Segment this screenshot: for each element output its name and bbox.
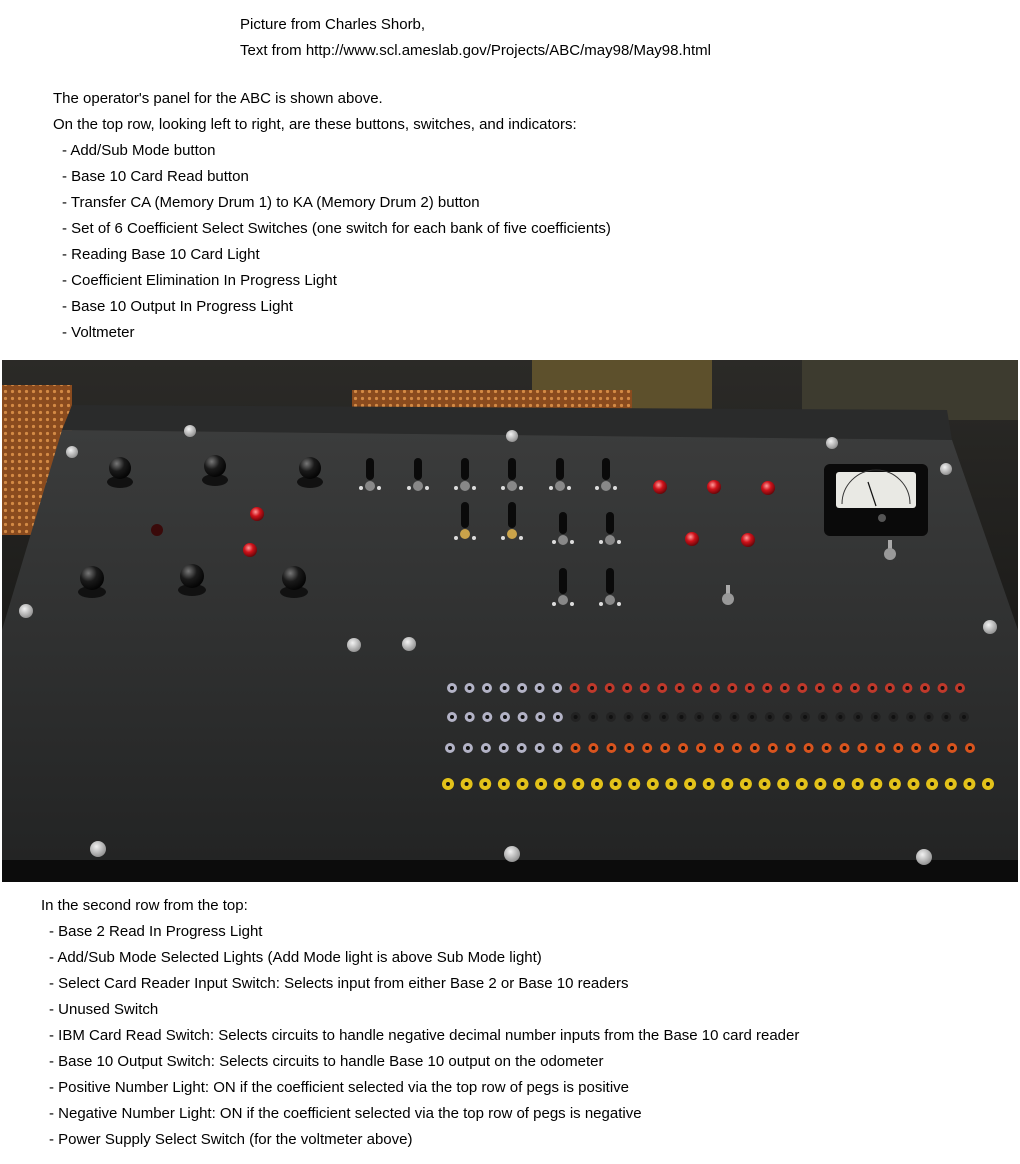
peg-hole (609, 746, 613, 750)
peg-hole (483, 782, 487, 786)
operator-panel-photo (2, 360, 1018, 882)
peg-hole (838, 715, 842, 719)
peg-hole (591, 746, 595, 750)
peg-hole (803, 715, 807, 719)
top-row-lead: On the top row, looking left to right, are these buttons, switches, and indicators: (53, 116, 577, 133)
second-row-item: - Base 2 Read In Progress Light (49, 923, 263, 940)
top-row-item: - Base 10 Card Read button (62, 168, 249, 185)
peg-hole (923, 686, 927, 690)
peg-hole (733, 715, 737, 719)
peg-hole (614, 782, 618, 786)
peg-hole (574, 746, 578, 750)
peg-hole (707, 782, 711, 786)
peg-hole (771, 746, 775, 750)
top-row-item: - Reading Base 10 Card Light (62, 246, 260, 263)
peg-hole (856, 715, 860, 719)
peg-hole (485, 686, 489, 690)
peg-hole (912, 782, 916, 786)
peg-hole (735, 746, 739, 750)
peg-hole (783, 686, 787, 690)
peg-hole (874, 782, 878, 786)
peg-hole (609, 715, 613, 719)
peg-hole (986, 782, 990, 786)
peg-hole (502, 782, 506, 786)
peg-hole (556, 715, 560, 719)
peg-hole (744, 782, 748, 786)
peg-hole (688, 782, 692, 786)
peg-hole (725, 782, 729, 786)
peg-hole (853, 686, 857, 690)
peg-hole (574, 715, 578, 719)
peg-hole (958, 686, 962, 690)
peg-hole (765, 686, 769, 690)
peg-hole (874, 715, 878, 719)
peg-hole (800, 782, 804, 786)
peg-hole (909, 715, 913, 719)
second-row-item: - Negative Number Light: ON if the coefficient selected via the top row of pegs is negative (49, 1105, 642, 1122)
peg-hole (856, 782, 860, 786)
peg-hole (967, 782, 971, 786)
top-row-item: - Base 10 Output In Progress Light (62, 298, 293, 315)
peg-hole (835, 686, 839, 690)
peg-hole (662, 715, 666, 719)
peg-hole (608, 686, 612, 690)
peg-hole (468, 686, 472, 690)
peg-hole (699, 746, 703, 750)
peg-hole (651, 782, 655, 786)
peg-hole (590, 686, 594, 690)
voltmeter (824, 464, 928, 536)
top-row-item: - Voltmeter (62, 324, 135, 341)
peg-hole (625, 686, 629, 690)
peg-hole (837, 782, 841, 786)
text-source-credit: Text from http://www.scl.ameslab.gov/Projects/ABC/may98/May98.html (240, 42, 711, 59)
peg-hole (627, 715, 631, 719)
peg-hole (446, 782, 450, 786)
peg-hole (843, 746, 847, 750)
peg-hole (591, 715, 595, 719)
peg-hole (595, 782, 599, 786)
peg-hole (785, 715, 789, 719)
peg-hole (468, 715, 472, 719)
peg-hole (763, 782, 767, 786)
peg-hole (818, 782, 822, 786)
peg-hole (821, 715, 825, 719)
peg-hole (558, 782, 562, 786)
top-row-item: - Transfer CA (Memory Drum 1) to KA (Memory Drum 2) button (62, 194, 480, 211)
peg-hole (800, 686, 804, 690)
peg-hole (502, 746, 506, 750)
peg-hole (717, 746, 721, 750)
peg-hole (768, 715, 772, 719)
peg-hole (521, 782, 525, 786)
peg-hole (450, 715, 454, 719)
peg-hole (555, 686, 559, 690)
peg-hole (781, 782, 785, 786)
peg-hole (645, 746, 649, 750)
peg-hole (660, 686, 664, 690)
peg-hole (818, 686, 822, 690)
peg-hole (466, 746, 470, 750)
peg-hole (643, 686, 647, 690)
picture-credit: Picture from Charles Shorb, (240, 16, 426, 33)
peg-hole (878, 746, 882, 750)
peg-hole (753, 746, 757, 750)
peg-hole (730, 686, 734, 690)
peg-hole (893, 782, 897, 786)
peg-hole (465, 782, 469, 786)
peg-hole (669, 782, 673, 786)
second-row-lead: In the second row from the top: (41, 897, 248, 914)
peg-hole (888, 686, 892, 690)
peg-hole (860, 746, 864, 750)
peg-hole (949, 782, 953, 786)
second-row-item: - Select Card Reader Input Switch: Selects input from either Base 2 or Base 10 readers (49, 975, 629, 992)
peg-hole (962, 715, 966, 719)
peg-hole (556, 746, 560, 750)
peg-hole (905, 686, 909, 690)
peg-hole (450, 686, 454, 690)
top-row-item: - Coefficient Elimination In Progress Light (62, 272, 337, 289)
peg-hole (944, 715, 948, 719)
peg-hole (789, 746, 793, 750)
peg-hole (695, 686, 699, 690)
peg-hole (941, 686, 945, 690)
top-row-item: - Set of 6 Coefficient Select Switches (one switch for each bank of five coefficients) (62, 220, 611, 237)
peg-hole (807, 746, 811, 750)
peg-hole (520, 686, 524, 690)
peg-hole (697, 715, 701, 719)
peg-hole (576, 782, 580, 786)
peg-hole (520, 746, 524, 750)
peg-hole (748, 686, 752, 690)
peg-hole (930, 782, 934, 786)
peg-hole (678, 686, 682, 690)
peg-hole (825, 746, 829, 750)
peg-hole (927, 715, 931, 719)
peg-hole (896, 746, 900, 750)
peg-hole (680, 715, 684, 719)
peg-hole (932, 746, 936, 750)
peg-hole (484, 746, 488, 750)
peg-hole (870, 686, 874, 690)
second-row-item: - IBM Card Read Switch: Selects circuits to handle negative decimal number inputs from the Base 10 card reader (49, 1027, 800, 1044)
peg-hole (448, 746, 452, 750)
second-row-item: - Base 10 Output Switch: Selects circuits to handle Base 10 output on the odometer (49, 1053, 604, 1070)
peg-hole (644, 715, 648, 719)
peg-hole (485, 715, 489, 719)
second-row-item: - Add/Sub Mode Selected Lights (Add Mode light is above Sub Mode light) (49, 949, 542, 966)
operator-panel-illustration (2, 360, 1018, 882)
peg-hole (663, 746, 667, 750)
peg-hole (891, 715, 895, 719)
second-row-item: - Power Supply Select Switch (for the voltmeter above) (49, 1131, 413, 1148)
second-row-item: - Positive Number Light: ON if the coefficient selected via the top row of pegs is positive (49, 1079, 630, 1096)
peg-hole (950, 746, 954, 750)
peg-hole (538, 686, 542, 690)
peg-hole (632, 782, 636, 786)
peg-hole (538, 746, 542, 750)
peg-hole (750, 715, 754, 719)
peg-hole (681, 746, 685, 750)
second-row-item: - Unused Switch (49, 1001, 159, 1018)
peg-hole (573, 686, 577, 690)
peg-hole (521, 715, 525, 719)
peg-hole (539, 782, 543, 786)
peg-hole (968, 746, 972, 750)
panel-intro: The operator's panel for the ABC is shown above. (53, 90, 383, 107)
peg-hole (538, 715, 542, 719)
peg-hole (627, 746, 631, 750)
peg-hole (503, 715, 507, 719)
peg-hole (715, 715, 719, 719)
top-row-item: - Add/Sub Mode button (62, 142, 216, 159)
peg-hole (503, 686, 507, 690)
peg-hole (914, 746, 918, 750)
peg-hole (713, 686, 717, 690)
